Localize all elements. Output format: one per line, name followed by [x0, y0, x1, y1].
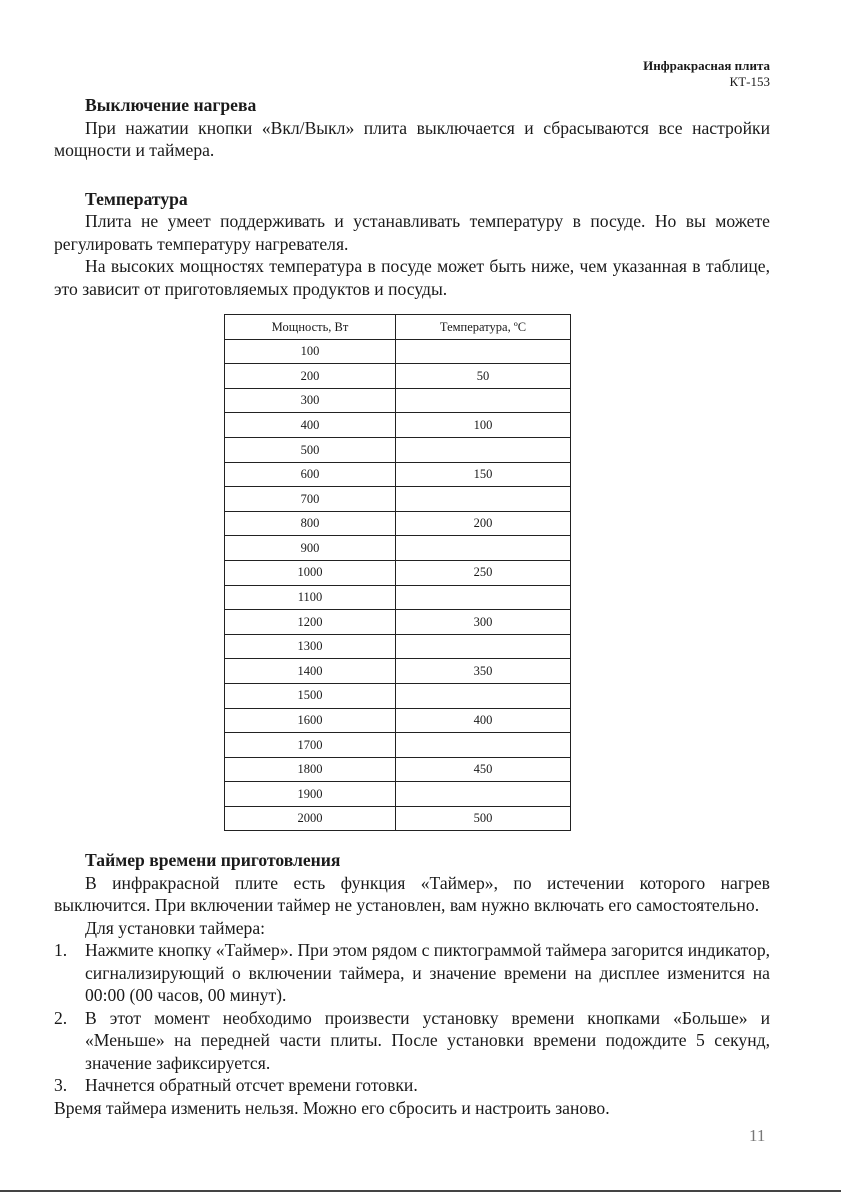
cell-power: 1100 [225, 585, 396, 610]
power-temperature-table [224, 314, 571, 831]
cell-power: 1800 [225, 757, 396, 782]
cell-power: 1600 [225, 708, 396, 733]
cell-temperature [396, 683, 571, 708]
cell-power: 1500 [225, 683, 396, 708]
cell-temperature: 250 [396, 560, 571, 585]
table-header-row [225, 315, 571, 340]
cell-temperature [396, 487, 571, 512]
cell-temperature [396, 733, 571, 758]
cell-temperature [396, 536, 571, 561]
step-text: Начнется обратный отсчет времени готовки. [85, 1075, 418, 1096]
cell-power: 1200 [225, 610, 396, 635]
cell-power: 1000 [225, 560, 396, 585]
table-row [225, 339, 571, 364]
cell-temperature [396, 388, 571, 413]
table-row [225, 585, 571, 610]
cell-power: 400 [225, 413, 396, 438]
cell-power: 1400 [225, 659, 396, 684]
cell-temperature: 150 [396, 462, 571, 487]
step-text: В этот момент необходимо произвести установку времени кнопками «Больше» и «Меньше» на передней части плиты. После установки времени подождите 5 секунд, значение зафиксируется. [85, 1007, 770, 1073]
header-model: КТ-153 [729, 74, 770, 89]
timer-note: Время таймера изменить нельзя. Можно его сбросить и настроить заново. [54, 1097, 610, 1118]
cell-power: 2000 [225, 806, 396, 831]
cell-power: 1900 [225, 782, 396, 807]
table-row [225, 413, 571, 438]
header-title: Инфракрасная плита [643, 58, 770, 73]
cell-temperature [396, 437, 571, 462]
paragraph-timer-1: В инфракрасной плите есть функция «Таймер», по истечении которого нагрев выключится. При включении таймер не установлен, вам нужно включать его самостоятельно. [54, 872, 770, 916]
step-number: 1. [54, 940, 68, 961]
table-row [225, 487, 571, 512]
list-item [54, 1074, 770, 1097]
cell-power: 1700 [225, 733, 396, 758]
cell-temperature [396, 782, 571, 807]
step-number: 3. [54, 1075, 68, 1096]
cell-temperature [396, 339, 571, 364]
cell-power: 800 [225, 511, 396, 536]
table-row [225, 659, 571, 684]
timer-steps-list [54, 939, 770, 1097]
section-heading-timer: Таймер времени приготовления [85, 850, 341, 871]
table-row [225, 536, 571, 561]
cell-power: 200 [225, 364, 396, 389]
table-row [225, 610, 571, 635]
table-row [225, 388, 571, 413]
column-header-power: Мощность, Вт [225, 315, 396, 340]
cell-temperature: 200 [396, 511, 571, 536]
section-heading-temperature: Температура [85, 188, 188, 209]
table-row [225, 806, 571, 831]
cell-power: 500 [225, 437, 396, 462]
cell-power: 1300 [225, 634, 396, 659]
page-bottom-rule [0, 1190, 841, 1192]
table-row [225, 560, 571, 585]
cell-temperature: 500 [396, 806, 571, 831]
table-row [225, 634, 571, 659]
cell-power: 600 [225, 462, 396, 487]
cell-temperature: 300 [396, 610, 571, 635]
paragraph-temperature-1: Плита не умеет поддерживать и устанавливать температуру в посуде. Но вы можете регулировать температуру нагревателя. [54, 211, 770, 254]
table-row [225, 708, 571, 733]
running-header [643, 58, 770, 90]
table-row [225, 437, 571, 462]
table-row [225, 364, 571, 389]
cell-power: 700 [225, 487, 396, 512]
cell-temperature: 450 [396, 757, 571, 782]
table-row [225, 462, 571, 487]
cell-power: 900 [225, 536, 396, 561]
step-number: 2. [54, 1007, 68, 1028]
list-item [54, 1007, 770, 1075]
paragraph-off: При нажатии кнопки «Вкл/Выкл» плита выключается и сбрасываются все настройки мощности и таймера. [54, 117, 770, 160]
paragraph-temperature-2: На высоких мощностях температура в посуде может быть ниже, чем указанная в таблице, это зависит от приготовляемых продуктов и посуды. [54, 256, 770, 299]
cell-power: 300 [225, 388, 396, 413]
paragraph-timer-2: Для установки таймера: [85, 917, 266, 938]
table-row [225, 782, 571, 807]
table-body [225, 339, 571, 831]
list-item [54, 939, 770, 1007]
column-header-temperature: Температура, ºС [396, 315, 571, 340]
page-content [54, 94, 770, 1119]
table-row [225, 733, 571, 758]
cell-temperature: 50 [396, 364, 571, 389]
cell-temperature [396, 634, 571, 659]
cell-temperature: 350 [396, 659, 571, 684]
table-row [225, 511, 571, 536]
cell-temperature: 100 [396, 413, 571, 438]
section-heading-off: Выключение нагрева [85, 95, 257, 115]
step-text: Нажмите кнопку «Таймер». При этом рядом с пиктограммой таймера загорится индикатор, сигнализирующий о включении таймера, и значение времени на дисплее изменится на 00:00 (00 часов, 00 минут). [85, 940, 771, 1006]
cell-power: 100 [225, 339, 396, 364]
page-number: 11 [749, 1126, 766, 1145]
cell-temperature [396, 585, 571, 610]
table-row [225, 757, 571, 782]
table-row [225, 683, 571, 708]
cell-temperature: 400 [396, 708, 571, 733]
